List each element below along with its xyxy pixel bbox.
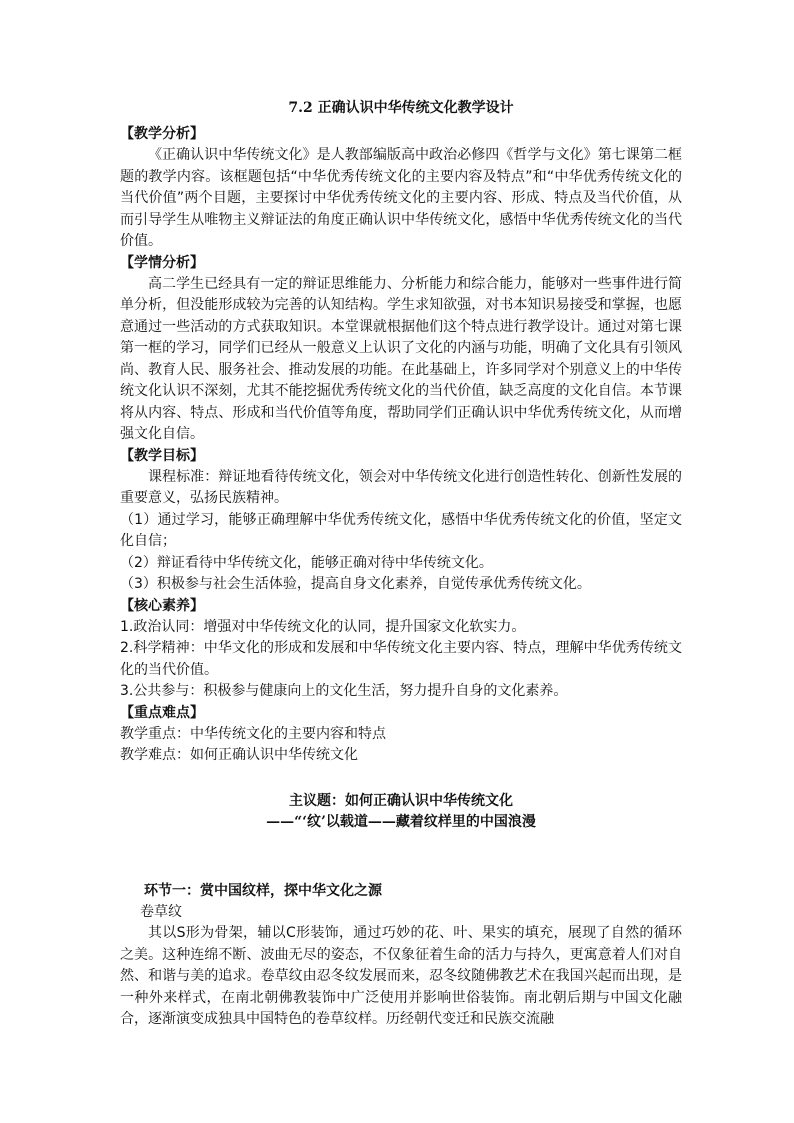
- goal-item-1: （1）通过学习，能够正确理解中华优秀传统文化，感悟中华优秀传统文化的价值，坚定文化自信；: [120, 511, 682, 549]
- section-one-paragraph: 其以S形为骨架，辅以C形装饰，通过巧妙的花、叶、果实的填充，展现了自然的循环之美。这种连绵不断、波曲无尽的姿态，不仅象征着生命的活力与持久，更寓意着人们对自然、和谐与美的追求。卷草纹由忍冬纹发展而来，忍冬纹随佛教艺术在我国兴起而出现，是一种外来样式，在南北朝佛教装饰中广泛使用并影响世俗装饰。南北朝后期与中国文化融合，逐渐演变成独具中国特色的卷草纹样。历经朝代变迁和民族交流融: [120, 925, 682, 1027]
- document-title: 7.2 正确认识中华传统文化教学设计: [288, 100, 514, 116]
- main-topic-subtitle: ——“‘纹’以载道——藏着纹样里的中国浪漫: [266, 813, 536, 830]
- goals-standard: 课程标准：辩证地看待传统文化，领会对中华传统文化进行创造性转化、创新性发展的重要意义，弘扬民族精神。: [120, 468, 682, 506]
- core-item-2: 2.科学精神：中华文化的形成和发展和中华传统文化主要内容、特点，理解中华优秀传统文化的当代价值。: [120, 640, 682, 678]
- learner-paragraph: 高二学生已经具有一定的辩证思维能力、分析能力和综合能力，能够对一些事件进行简单分析，但没能形成较为完善的认知结构。学生求知欲强，对书本知识易接受和掌握，也愿意通过一些活动的方式获取知识。本堂课就根据他们这个特点进行教学设计。通过对第七课第一框的学习，同学们已经从一般意义上认识了文化的内涵与功能，明确了文化具有引领风尚、教育人民、服务社会、推动发展的功能。在此基础上，许多同学对个别意义上的中华传统文化认识不深刻，尤其不能挖掘优秀传统文化的当代价值，缺乏高度的文化自信。本节课将从内容、特点、形成和当代价值等角度，帮助同学们正确认识中华优秀传统文化，从而增强文化自信。: [120, 275, 682, 442]
- section-one-subheading: 卷草纹: [140, 903, 182, 920]
- key-difficulty: 教学难点：如何正确认识中华传统文化: [120, 747, 358, 763]
- core-item-1: 1.政治认同：增强对中华传统文化的认同，提升国家文化软实力。: [120, 618, 526, 635]
- key-heading: 【重点难点】: [120, 704, 204, 721]
- document-page: [120, 98, 682, 1031]
- core-heading: 【核心素养】: [120, 597, 204, 614]
- main-topic-title: 主议题：如何正确认识中华传统文化: [289, 792, 513, 809]
- goals-heading: 【教学目标】: [120, 447, 204, 464]
- goal-item-3: （3）积极参与社会生活体验，提高自身文化素养，自觉传承优秀传统文化。: [120, 576, 591, 592]
- goal-item-2: （2）辩证看待中华传统文化，能够正确对待中华传统文化。: [120, 554, 493, 571]
- section-one-heading: 环节一：赏中国纹样，探中华文化之源: [144, 882, 382, 899]
- analysis-paragraph: 《正确认识中华传统文化》是人教部编版高中政治必修四《哲学与文化》第七课第二框题的教学内容。该框题包括“中华优秀传统文化的主要内容及特点”和“中华优秀传统文化的当代价值”两个目题，主要探讨中华优秀传统文化的主要内容、形成、特点及当代价值，从而引导学生从唯物主义辩证法的角度正确认识中华传统文化，感悟中华优秀传统文化的当代价值。: [120, 147, 682, 249]
- key-focus: 教学重点：中华传统文化的主要内容和特点: [120, 725, 386, 742]
- learner-heading: 【学情分析】: [120, 254, 204, 271]
- analysis-heading: 【教学分析】: [120, 126, 204, 142]
- core-item-3: 3.公共参与：积极参与健康向上的文化生活，努力提升自身的文化素养。: [120, 683, 568, 699]
